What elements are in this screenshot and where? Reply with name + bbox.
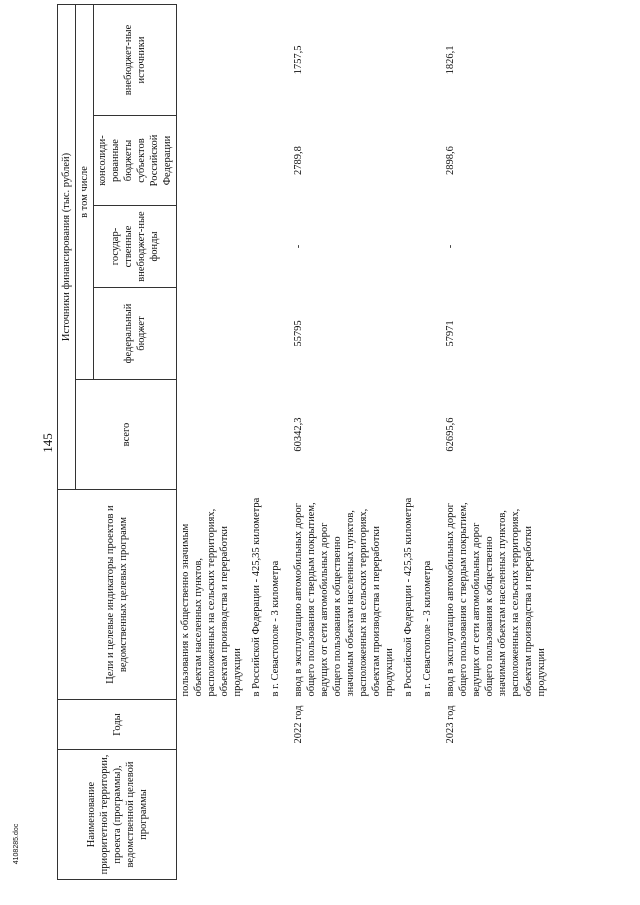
cell-regional [177,116,291,206]
goal-line: в Российской Федерации - 425,35 километра [251,497,262,697]
goal-line: в Российской Федерации - 425,35 километра [403,497,414,697]
header-state-funds: государ-ственные внебюджет-ные фонды [94,206,177,288]
cell-regional: 2789,8 [293,146,304,175]
header-years: Годы [58,700,177,750]
cell-state-funds: - [445,244,456,249]
cell-extrabudget: 1826,1 [445,45,456,75]
cell-extrabudget: 1757,5 [293,45,304,75]
goal-line: ввод в эксплуатацию автомобильных дорог общего пользования с твердым покрытием, ведущих от сети автомобильных дорог общего пользования к общественно значимым объектам населенных пунктов, расположенных на сельских территориях, объектам производства и переработки продукции [293,502,395,697]
header-federal: федеральный бюджет [94,288,177,380]
cell-total [177,380,291,490]
goal-line: ввод в эксплуатацию автомобильных дорог общего пользования с твердым покрытием, ведущих от сети автомобильных дорог общего пользования к общественно значимым объектам населенных пунктов, расположенных на сельских территориях, объектам производства и переработки продукции [445,502,547,697]
cell-name [290,750,442,880]
cell-federal: 55795 [293,320,304,347]
cell-year: 2022 год [293,705,304,744]
cell-total: 60342,3 [293,417,304,452]
cell-state-funds [177,206,291,288]
cell-total: 62695,6 [445,417,456,452]
table-row [177,4,291,879]
cell-name [177,750,291,880]
table-row [442,4,556,879]
cell-federal: 57971 [445,320,456,347]
header-name: Наименование приоритетной территории, проекта (программы), ведомственной целевой программы [58,750,177,880]
cell-goals [177,490,291,700]
header-extrabudget: внебюджет-ные источники [94,4,177,115]
header-regional: консолиди-рованные бюджеты субъектов Российской Федерации [94,116,177,206]
goal-line: пользования к общественно значимым объектам населенных пунктов, расположенных на сельских территориях, объектам производства и переработки продукции [180,508,243,697]
cell-name [442,750,556,880]
cell-goals [442,490,556,700]
cell-goals [290,490,442,700]
cell-year: 2023 год [445,705,456,744]
header-sources: Источники финансирования (тыс. рублей) [58,4,76,489]
goal-line: в г. Севастополе - 3 километра [270,560,281,697]
financing-table [57,4,556,880]
cell-regional: 2898,6 [445,146,456,175]
page-number: 145 [40,433,55,453]
cell-state-funds: - [293,244,304,249]
header-row-1 [58,4,76,879]
document-code: 4108285.doc [13,823,20,865]
cell-federal [177,288,291,380]
header-including: в том числе [76,4,94,379]
table-row [290,4,442,879]
cell-extrabudget [177,4,291,115]
cell-year [177,700,291,750]
header-goals: Цели и целевые индикаторы проектов и ведомственных целевых программ [58,490,177,700]
goal-line: в г. Севастополе - 3 километра [422,560,433,697]
rotated-table-sheet [57,5,572,880]
header-total: всего [76,380,177,490]
